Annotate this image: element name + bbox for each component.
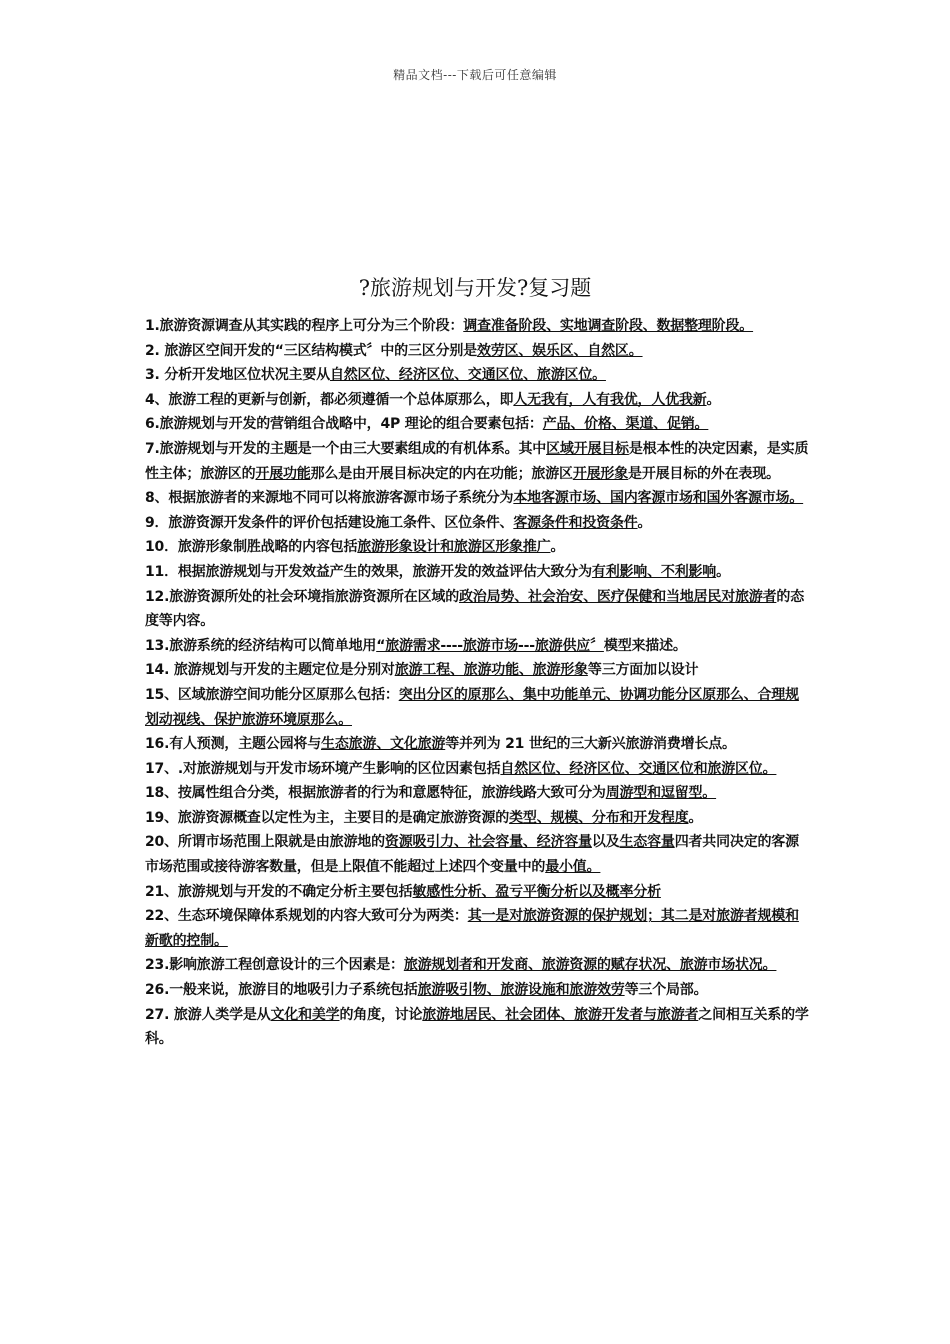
question-text: 19、旅游资源概查以定性为主，主要目的是确定旅游资源的 bbox=[145, 809, 510, 826]
question-item bbox=[145, 511, 810, 536]
question-item bbox=[145, 1003, 810, 1052]
answer-text: 类型、规模、分布和开发程度 bbox=[509, 809, 689, 826]
question-text: 4、旅游工程的更新与创新，都必须遵循一个总体原那么，即 bbox=[145, 391, 514, 408]
question-text: 等并列为 21 世纪的三大新兴旅游消费增长点。 bbox=[445, 736, 736, 753]
question-text: 15、区域旅游空间功能分区原那么包括： bbox=[145, 686, 399, 703]
question-text: 。 bbox=[637, 514, 652, 531]
question-text: 21、旅游规划与开发的不确定分析主要包括 bbox=[145, 883, 413, 900]
question-text: 12.旅游资源所处的社会环境指旅游资源所在区域的 bbox=[145, 588, 459, 605]
question-item bbox=[145, 412, 810, 437]
answer-text: 旅游形象设计和旅游区形象推广 bbox=[357, 539, 551, 556]
answer-text: 突出分区的原那么、集中功能单元、协调功能分区原那么、合理规划动视线、保护旅游环境原那么。 bbox=[145, 686, 799, 728]
question-item bbox=[145, 806, 810, 831]
question-text: 。 bbox=[550, 539, 565, 556]
question-item bbox=[145, 634, 810, 659]
question-item bbox=[145, 830, 810, 879]
question-text: 16.有人预测，主题公园将与 bbox=[145, 736, 322, 753]
answer-text: 人无我有，人有我优，人优我新 bbox=[513, 391, 707, 408]
question-text: 是根本性的决定因素，是实质性主体；旅游区的 bbox=[145, 440, 809, 482]
question-item bbox=[145, 339, 810, 364]
answer-text: 有利影响、不利影响 bbox=[591, 563, 717, 580]
question-text: 之间相互关系的学科。 bbox=[145, 1006, 809, 1048]
question-item bbox=[145, 978, 810, 1003]
question-text: 14. 旅游规划与开发的主题定位是分别对 bbox=[145, 662, 395, 679]
answer-text: 文化和美学 bbox=[270, 1006, 340, 1023]
question-item bbox=[145, 781, 810, 806]
question-item bbox=[145, 388, 810, 413]
question-text: 23.影响旅游工程创意设计的三个因素是： bbox=[145, 957, 404, 974]
page-header: 精品文档---下载后可任意编辑 bbox=[393, 68, 557, 82]
question-text: 等三个局部。 bbox=[624, 982, 708, 999]
question-text: 17、.对旅游规划与开发市场环境产生影响的区位因素包括 bbox=[145, 760, 501, 777]
question-list bbox=[145, 314, 810, 1052]
question-item bbox=[145, 363, 810, 388]
question-text: 13.旅游系统的经济结构可以简单地用 bbox=[145, 637, 377, 654]
question-text: 1.旅游资源调查从其实践的程序上可分为三个阶段： bbox=[145, 318, 464, 334]
question-text: 。 bbox=[706, 391, 721, 408]
answer-text: 生态容量 bbox=[619, 834, 675, 851]
question-text: 6.旅游规划与开发的营销组合战略中，4P 理论的组合要素包括： bbox=[145, 416, 543, 433]
question-text: 那么是由开展目标决定的内在功能；旅游区 bbox=[310, 465, 573, 482]
question-text: 8、根据旅游者的来源地不同可以将旅游客源市场子系统分为 bbox=[145, 490, 514, 507]
question-text: 3. 分析开发地区位状况主要从 bbox=[145, 367, 330, 384]
question-item bbox=[145, 437, 810, 486]
question-item bbox=[145, 560, 810, 585]
question-item bbox=[145, 953, 810, 978]
question-item bbox=[145, 904, 810, 953]
question-text: 20、所谓市场范围上限就是由旅游地的 bbox=[145, 834, 385, 851]
question-text: 模型来描述。 bbox=[603, 637, 687, 654]
answer-text: 自然区位、经济区位、交通区位、旅游区位。 bbox=[329, 367, 606, 384]
question-text: 27. 旅游人类学是从 bbox=[145, 1006, 271, 1023]
question-text: 9．旅游资源开发条件的评价包括建设施工条件、区位条件、 bbox=[145, 514, 514, 531]
question-text: 7.旅游规划与开发的主题是一个由三大要素组成的有机体系。其中 bbox=[145, 440, 547, 457]
answer-text: 客源条件和投资条件 bbox=[513, 514, 638, 531]
question-text: 以及 bbox=[591, 834, 620, 851]
question-text: 四者共同决定的客源市场范围或接待游客数量，但是上限值不能超过上述四个变量中的 bbox=[145, 834, 799, 876]
question-item bbox=[145, 658, 810, 683]
answer-text: 最小值。 bbox=[545, 859, 601, 876]
answer-text: 生态旅游、文化旅游 bbox=[321, 736, 446, 753]
answer-text: 开展功能 bbox=[255, 465, 311, 482]
answer-text: 本地客源市场、国内客源市场和国外客源市场。 bbox=[513, 490, 804, 507]
answer-text: 区域开展目标 bbox=[546, 440, 629, 457]
question-item bbox=[145, 585, 810, 634]
answer-text: 旅游工程、旅游功能、旅游形象 bbox=[394, 662, 588, 679]
question-text: 是开展目标的外在表现。 bbox=[628, 465, 780, 482]
question-item bbox=[145, 757, 810, 782]
question-text: 18、按属性组合分类，根据旅游者的行为和意愿特征，旅游线路大致可分为 bbox=[145, 785, 606, 802]
answer-text: 敏感性分析、盈亏平衡分析以及概率分析 bbox=[412, 883, 661, 900]
answer-text: 旅游地居民、社会团体、旅游开发者与旅游者 bbox=[422, 1006, 699, 1023]
question-item bbox=[145, 535, 810, 560]
answer-text: 旅游规划者和开发商、旅游资源的赋存状况、旅游市场状况。 bbox=[403, 957, 777, 974]
question-text: 11．根据旅游规划与开发效益产生的效果，旅游开发的效益评估大致分为 bbox=[145, 563, 592, 580]
question-item bbox=[145, 683, 810, 732]
document-title: ?旅游规划与开发?复习题 bbox=[358, 276, 592, 300]
answer-text: 政治局势、社会治安、医疗保健和当地居民对旅游者 bbox=[459, 588, 777, 605]
question-item bbox=[145, 314, 810, 339]
question-item bbox=[145, 732, 810, 757]
question-item bbox=[145, 880, 810, 905]
question-text: 22、生态环境保障体系规划的内容大致可分为两类： bbox=[145, 908, 468, 925]
answer-text: 其一是对旅游资源的保护规划；其二是对旅游者规模和新歌的控制。 bbox=[145, 908, 799, 949]
question-item bbox=[145, 486, 810, 511]
answer-text: 效劳区、娱乐区、自然区。 bbox=[476, 342, 643, 359]
question-text: 。 bbox=[688, 809, 703, 826]
question-text: 等三方面加以设计 bbox=[587, 662, 699, 679]
answer-text: 调查准备阶段、实地调查阶段、数据整理阶段。 bbox=[463, 318, 754, 334]
answer-text: 自然区位、经济区位、交通区位和旅游区位。 bbox=[500, 760, 777, 777]
question-text: 2. 旅游区空间开发的“三区结构模式〞中的三区分别是 bbox=[145, 342, 477, 359]
question-text: 的态度等内容。 bbox=[145, 588, 805, 630]
answer-text: “旅游需求----旅游市场---旅游供应〞 bbox=[376, 637, 604, 654]
question-text: 10．旅游形象制胜战略的内容包括 bbox=[145, 539, 358, 556]
answer-text: 周游型和逗留型。 bbox=[605, 785, 717, 802]
answer-text: 开展形象 bbox=[572, 465, 629, 482]
answer-text: 旅游吸引物、旅游设施和旅游效劳 bbox=[417, 982, 625, 999]
answer-text: 产品、价格、渠道、促销。 bbox=[542, 416, 709, 433]
question-text: 的角度，讨论 bbox=[339, 1006, 423, 1023]
question-text: 26.一般来说，旅游目的地吸引力子系统包括 bbox=[145, 982, 418, 999]
answer-text: 资源吸引力、社会容量、经济容量 bbox=[384, 834, 592, 851]
question-text: 。 bbox=[716, 563, 730, 580]
